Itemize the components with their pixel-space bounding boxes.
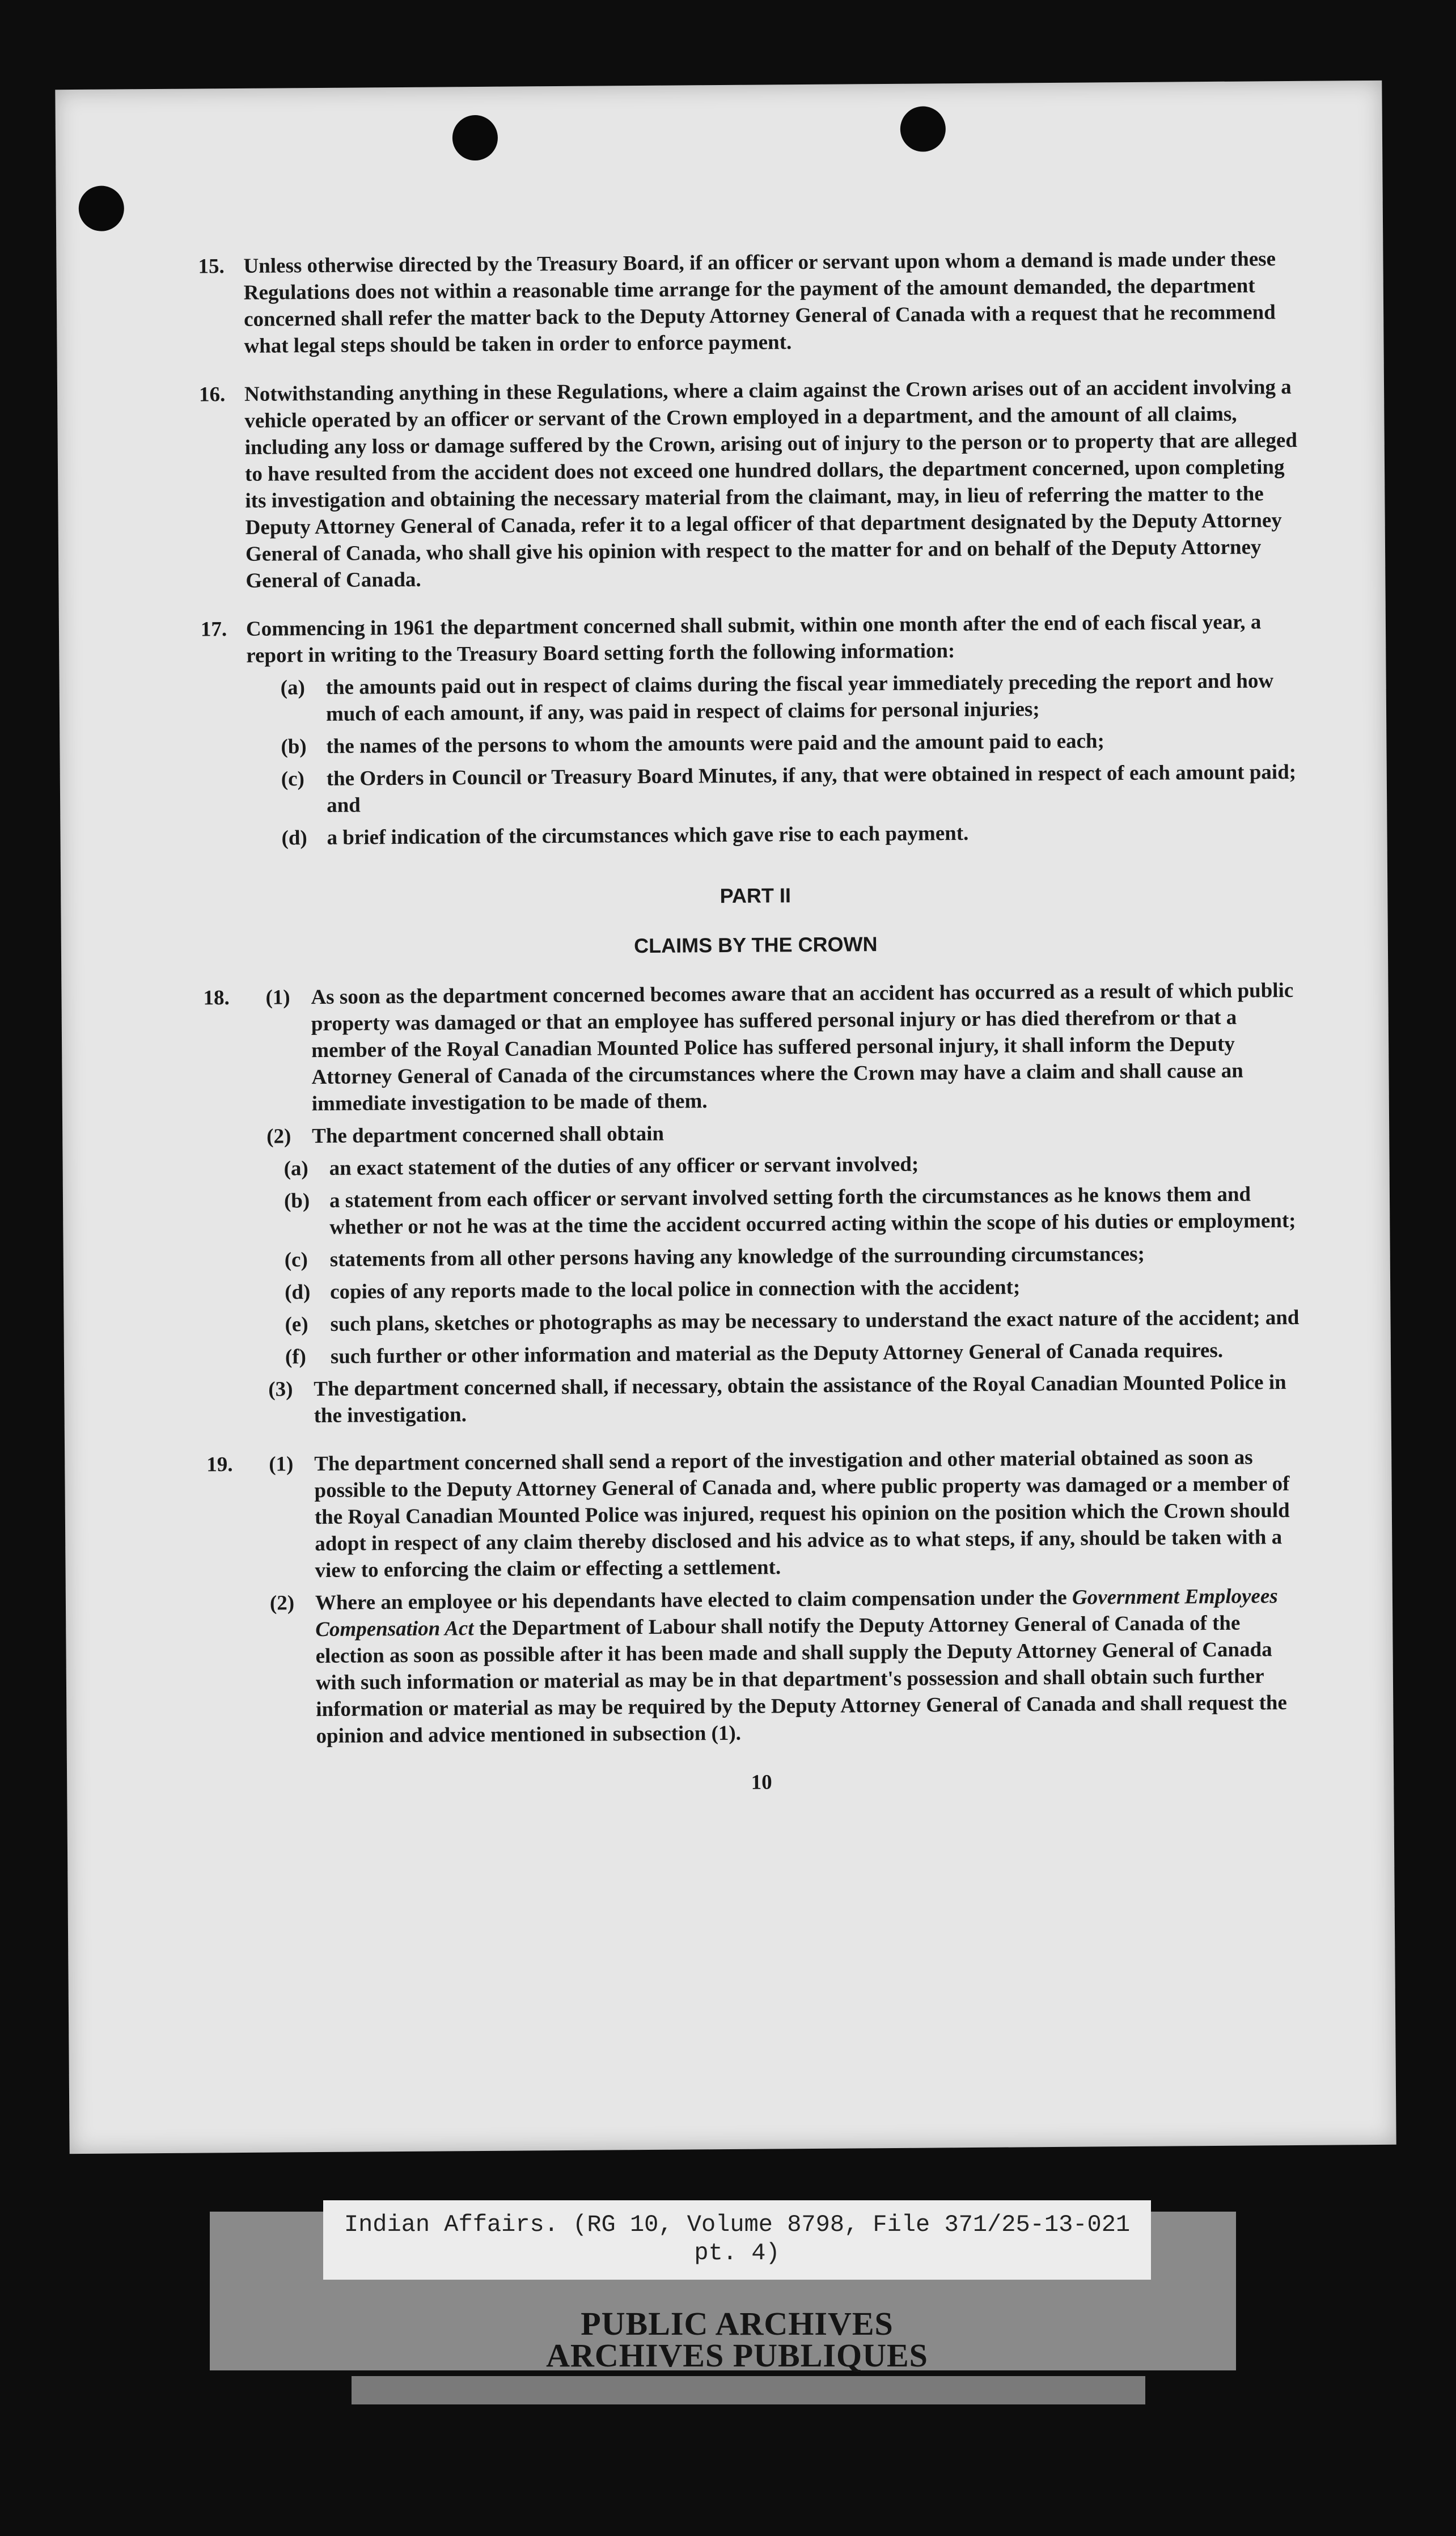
item-label: (b) <box>283 1189 310 1213</box>
subsection-text: Where an employee or his dependants have elected to claim compensation under the <box>315 1586 1073 1615</box>
subsection-2 <box>249 1116 1304 1150</box>
paragraph-19 <box>206 1444 1309 1750</box>
item-label: (f) <box>285 1345 307 1369</box>
subsection-text: The department concerned shall send a report of the investigation and other material obtained as soon as possible to the Deputy Attorney General of Canada and, where public property was damaged or a member of the Royal Canadian Mounted Police was injured, request his opinion on the position which the Crown should adopt in respect of any claim thereby disclosed and his advice as to what steps, if any, should be taken with a view to enforcing the claim or effecting a settlement. <box>314 1445 1290 1583</box>
act-title: Government Employees Compensation Act <box>315 1584 1278 1642</box>
subsection-text: The department concerned shall, if necessary, obtain the assistance of the Royal Canadian Mounted Police in the investigation. <box>314 1371 1286 1428</box>
subsection-text: The department concerned shall obtain <box>312 1122 664 1148</box>
paragraph-text: Unless otherwise directed by the Treasury Board, if an officer or servant upon whom a demand is made under these Regulations does not within a reasonable time arrange for the payment of the amount demanded, the department concerned shall refer the matter back to the Deputy Attorney General of Canada with a request that he recommend what legal steps should be taken in order to enforce payment. <box>243 247 1276 358</box>
punch-hole-left <box>452 115 498 161</box>
subsection-label: (2) <box>269 1591 295 1615</box>
list-item <box>249 1148 1304 1182</box>
stamp-line1: PUBLIC ARCHIVES <box>581 2305 894 2342</box>
item-label: (b) <box>281 735 307 759</box>
item-label: (a) <box>283 1157 308 1181</box>
archive-reference-line1: Indian Affairs. (RG 10, Volume 8798, File 371/25-13-021 <box>344 2211 1131 2238</box>
subsection-2 <box>253 1583 1309 1750</box>
subsection-text: the Department of Labour shall notify the Deputy Attorney General of Canada of the election as soon as possible after it has been made and shall supply the Deputy Attorney General of Canada with such information or material as may be in that department's possession and shall obtain such further information or material as may be required by the Deputy Attorney General of Canada and shall request the opinion and advice mentioned in subsection (1). <box>315 1611 1287 1748</box>
page-number: 10 <box>751 1770 772 1794</box>
paragraph-text: Notwithstanding anything in these Regulations, where a claim against the Crown arises out of an accident involving a vehicle operated by an officer or servant of the Crown employed in a department, and the amount of all claims, including any loss or damage suffered by the Crown, arising out of injury to the person or to property that are alleged to have resulted from the accident does not exceed one hundred dollars, the department concerned, upon completing its investigation and obtaining the necessary material from the claimant, may, in lieu of referring the matter to the Deputy Attorney General of Canada, refer it to a legal officer of that department designated by the Deputy Attorney General of Canada, who shall give his opinion with respect to the matter for and on behalf of the Deputy Attorney General of Canada. <box>244 375 1298 593</box>
subsection-text: As soon as the department concerned becomes aware that an accident has occurred as a result of which public property was damaged or that an employee has suffered personal injury or has died therefrom or that a member of the Royal Canadian Mounted Police has suffered personal injury, it shall inform the Deputy Attorney General of Canada of the circumstances where the Crown may have a claim and shall cause an immediate investigation to be made of them. <box>311 979 1294 1116</box>
item-label: (d) <box>284 1280 311 1304</box>
paragraph-number: 18. <box>203 986 230 1010</box>
item-text: a statement from each officer or servant involved setting forth the circumstances as he knows them and whether or not he was at the time the accident occurred acting within the scope of his duties or employment; <box>329 1182 1296 1239</box>
list-item <box>251 1337 1306 1371</box>
item-text: statements from all other persons having any knowledge of the surrounding circumstances; <box>329 1242 1145 1271</box>
subsection-label: (2) <box>266 1125 291 1148</box>
archive-reference-label <box>323 2200 1151 2280</box>
archive-reference-line2: pt. 4) <box>694 2239 780 2267</box>
list-item <box>247 667 1302 728</box>
item-text: an exact statement of the duties of any officer or servant involved; <box>329 1152 919 1180</box>
item-text: a brief indication of the circumstances which gave rise to each payment. <box>327 821 969 849</box>
stamp-line2: ARCHIVES PUBLIQUES <box>546 2337 928 2374</box>
part-title: PART II <box>719 884 792 908</box>
subsection-label: (1) <box>265 986 290 1009</box>
item-label: (c) <box>284 1248 308 1272</box>
subsection-3 <box>251 1369 1306 1430</box>
paragraph-18 <box>203 977 1306 1430</box>
paragraph-16 <box>198 374 1301 594</box>
paragraph-17 <box>200 608 1302 852</box>
subsection-label: (3) <box>268 1377 293 1401</box>
paragraph-text: Commencing in 1961 the department concerned shall submit, within one month after the end of each fiscal year, a report in writing to the Treasury Board setting forth the following information: <box>246 610 1262 667</box>
list-item <box>247 726 1301 760</box>
subsection-1 <box>252 1444 1307 1584</box>
item-text: such further or other information and material as the Deputy Attorney General of Canada requires. <box>330 1338 1224 1368</box>
paragraph-number: 19. <box>206 1453 233 1477</box>
item-text: such plans, sketches or photographs as may be necessary to understand the exact nature of the accident; and <box>330 1305 1300 1336</box>
subsection-1 <box>248 977 1304 1118</box>
item-label: (e) <box>285 1313 308 1337</box>
list-item <box>251 1304 1305 1338</box>
document-page <box>55 81 1396 2154</box>
part-subtitle: CLAIMS BY THE CROWN <box>634 932 878 958</box>
item-text: the amounts paid out in respect of claims during the fiscal year immediately preceding the report and how much of each amount, if any, was paid in respect of claims for personal injuries; <box>325 669 1274 726</box>
item-text: the Orders in Council or Treasury Board Minutes, if any, that were obtained in respect of each amount paid; and <box>326 760 1297 817</box>
list-item <box>251 1272 1305 1306</box>
paragraph-15 <box>198 246 1298 360</box>
paragraph-number: 16. <box>198 383 226 407</box>
punch-hole-side <box>79 185 125 231</box>
list-item <box>247 759 1302 819</box>
item-label: (a) <box>280 676 305 700</box>
list-item <box>250 1181 1305 1241</box>
label-bottom-strip <box>352 2376 1145 2404</box>
page-content <box>198 246 1309 1799</box>
paragraph-number: 15. <box>198 255 225 278</box>
item-label: (d) <box>281 826 307 850</box>
subsection-label: (1) <box>269 1452 294 1476</box>
item-text: copies of any reports made to the local police in connection with the accident; <box>329 1275 1021 1304</box>
list-item <box>247 818 1302 852</box>
item-text: the names of the persons to whom the amounts were paid and the amount paid to each; <box>326 729 1104 758</box>
punch-hole-right <box>900 106 946 152</box>
list-item <box>251 1240 1305 1274</box>
item-label: (c) <box>281 767 305 791</box>
paragraph-number: 17. <box>200 618 227 641</box>
